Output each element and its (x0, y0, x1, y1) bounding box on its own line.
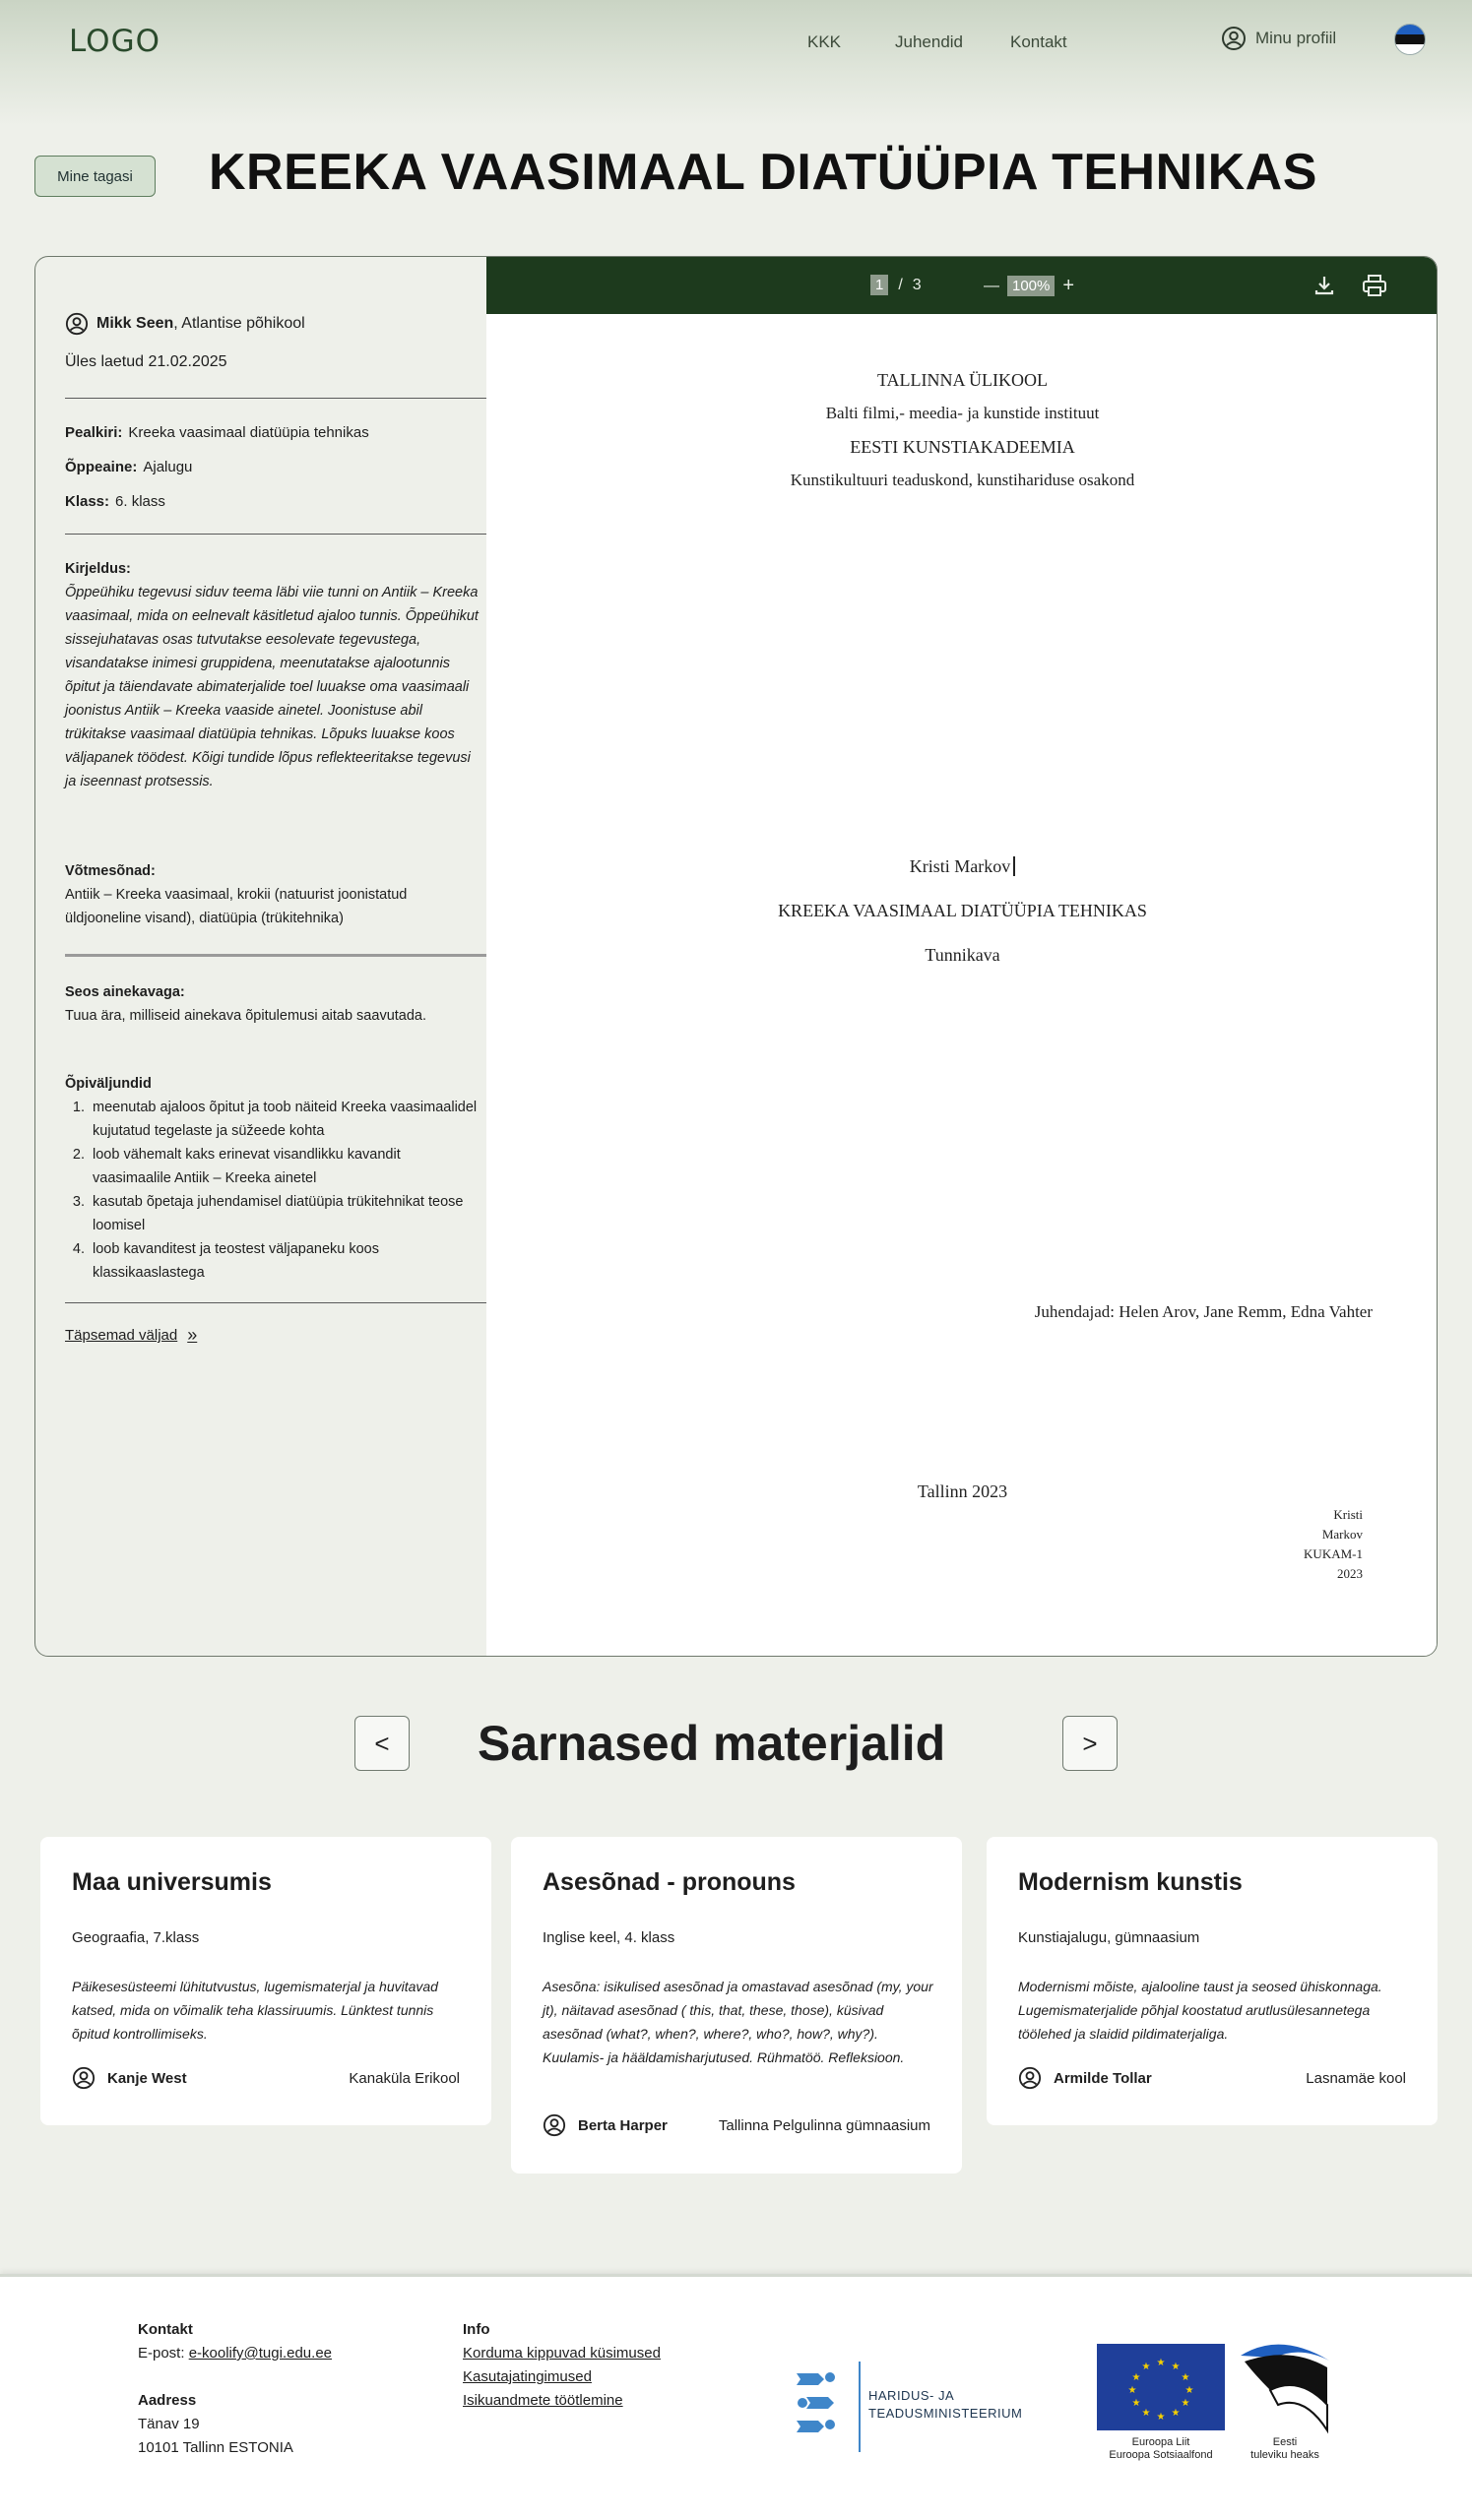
doc-subtitle: Tunnikava (925, 945, 1000, 965)
footer (0, 2274, 1472, 2520)
svg-text:★: ★ (1156, 2358, 1166, 2368)
svg-text:★: ★ (1184, 2385, 1194, 2396)
card-author: Berta Harper (543, 2113, 668, 2137)
user-icon (1018, 2066, 1042, 2090)
doc-author: Kristi Markov (486, 856, 1438, 877)
zoom-in-button[interactable]: + (1062, 275, 1075, 296)
profile-label: Minu profiil (1255, 29, 1337, 47)
material-card-item[interactable] (511, 1837, 962, 2174)
card-subject: Kunstiajalugu, gümnaasium (1018, 1929, 1200, 1946)
estonia-future-logo-icon (1231, 2336, 1339, 2434)
user-icon (65, 312, 89, 336)
page-indicator (870, 275, 922, 295)
curriculum-text: Tuua ära, milliseid ainekava õpitulemusi aitab saavutada. (65, 1008, 427, 1024)
card-school: Kanaküla Erikool (349, 2070, 460, 2087)
divider (65, 1302, 494, 1303)
viewer-toolbar (486, 257, 1438, 314)
author-name[interactable]: Mikk Seen (96, 315, 174, 332)
list-item: 2. loob vähemalt kaks erinevat visandlikku kavandit vaasimaalile Antiik – Kreeka ainetel (89, 1143, 479, 1190)
description-block (65, 557, 479, 793)
material-card-item[interactable] (987, 1837, 1438, 2125)
outcomes-block (65, 1072, 479, 1285)
list-item: 1. meenutab ajaloos õpitut ja toob näiteid Kreeka vaasimaalidel kujutatud tegelaste ja süžeede kohta (89, 1096, 479, 1143)
card-author: Kanje West (72, 2066, 187, 2090)
doc-corner-note: Kristi Markov KUKAM-1 2023 (1304, 1507, 1363, 1581)
list-item: 4. loob kavanditest ja teostest väljapaneku koos klassikaaslastega (89, 1237, 479, 1285)
nav-link-guides[interactable]: Juhendid (895, 32, 964, 51)
description-text: Õppeühiku tegevusi siduv teema läbi viie tunni on Antiik – Kreeka vaasimaal, mida on eelnevalt käsitletud ajaloo tunnis. Õppeühikut sissejuhatavas osas tutvutakse eesolevate tegevustega, visandatakse inimesi gruppidena, meenutatakse ajalootunnis õpitut ja täiendavate abimaterjalide toel luuakse oma vaasimaali joonistus Antiik – Kreeka vaaside ainetel. Joonistuse abil trükitakse vaasimaal diatüüpia tehnikas. Lõpuks luuakse koos väljapanek töödest. Kõigi tundide lõpus reflekteeritakse tegevusi ja iseennast protsessis. (65, 585, 479, 789)
svg-text:★: ★ (1156, 2412, 1166, 2423)
eu-flag-icon (1097, 2344, 1225, 2430)
user-icon (1221, 26, 1247, 51)
nav-link-faq[interactable]: KKK (807, 32, 842, 51)
field-title: Pealkiri: Kreeka vaasimaal diatüüpia tehnikas (65, 424, 369, 441)
card-subject: Geograafia, 7.klass (72, 1929, 200, 1946)
more-fields-label: Täpsemad väljad (65, 1327, 178, 1344)
svg-text:★: ★ (1181, 2372, 1190, 2383)
divider (65, 398, 494, 399)
doc-supervisors: Juhendajad: Helen Arov, Jane Remm, Edna Vahter (1034, 1302, 1373, 1321)
footer-link-faq[interactable]: Korduma kippuvad küsimused (463, 2345, 661, 2362)
ministry-name: HARIDUS- JA TEADUSMINISTEERIUM (868, 2388, 1023, 2421)
svg-text:★: ★ (1141, 2362, 1151, 2372)
outcomes-list (89, 1096, 479, 1285)
doc-line: Balti filmi,- meedia- ja kunstide instituut (825, 404, 1100, 422)
zoom-controls (984, 275, 1074, 297)
footer-contact: Kontakt E-post: e-koolify@tugi.edu.ee Aadress Tänav 19 10101 Tallinn ESTONIA (138, 2321, 332, 2456)
section-title: Sarnased materjalid (478, 1716, 946, 1771)
zoom-level[interactable]: 100% (1007, 276, 1055, 296)
card-title: Maa universumis (72, 1868, 272, 1896)
doc-line: EESTI KUNSTIAKADEEMIA (850, 437, 1075, 457)
top-header (0, 0, 1472, 126)
more-fields-link[interactable] (65, 1325, 197, 1346)
card-title: Modernism kunstis (1018, 1868, 1243, 1896)
print-icon[interactable] (1361, 273, 1388, 298)
card-school: Tallinna Pelgulinna gümnaasium (718, 2117, 930, 2134)
keywords-label: Võtmesõnad: (65, 863, 156, 879)
page-title: KREEKA VAASIMAAL DIATÜÜPIA TEHNIKAS (209, 144, 1317, 201)
author-school: , Atlantise põhikool (173, 315, 305, 332)
card-author: Armilde Tollar (1018, 2066, 1152, 2090)
description-label: Kirjeldus: (65, 561, 131, 577)
upload-date: Üles laetud 21.02.2025 (65, 353, 227, 370)
ministry-coat-of-arms-icon (793, 2367, 844, 2444)
logo[interactable]: LOGO (69, 24, 160, 59)
zoom-out-button[interactable]: — (984, 277, 999, 294)
user-icon (72, 2066, 96, 2090)
card-school: Lasnamäe kool (1306, 2070, 1406, 2087)
divider (65, 954, 494, 957)
page-separator: / (898, 276, 903, 293)
document-page (486, 314, 1438, 1657)
field-class: Klass: 6. klass (65, 493, 165, 510)
curriculum-label: Seos ainekavaga: (65, 984, 185, 1000)
double-chevron-right-icon: » (187, 1325, 198, 1345)
nav-link-contact[interactable]: Kontakt (1010, 32, 1067, 51)
back-button[interactable]: Mine tagasi (34, 156, 156, 197)
svg-text:★: ★ (1131, 2372, 1141, 2383)
next-button[interactable]: > (1062, 1716, 1118, 1771)
document-viewer[interactable] (486, 257, 1438, 1657)
curriculum-block (65, 980, 479, 1028)
field-subject: Õppeaine: Ajalugu (65, 459, 193, 475)
keywords-text: Antiik – Kreeka vaasimaal, krokii (natuurist joonistatud üldjooneline visand), diatüüpia (trükitehnika) (65, 887, 408, 926)
author-row (65, 312, 305, 336)
doc-line: Kunstikultuuri teaduskond, kunstihariduse osakond (790, 471, 1135, 489)
svg-text:★: ★ (1131, 2398, 1141, 2409)
doc-line: TALLINNA ÜLIKOOL (876, 370, 1049, 390)
keywords-block (65, 859, 479, 930)
card-description: Päikesesüsteemi lühitutvustus, lugemismaterjal ja huvitavad katsed, mida on võimalik teha klassiruumis. Lünktest tunnis õpitud kontrollimiseks. (72, 1979, 438, 2042)
estonia-logo-caption: Eesti tuleviku heaks (1250, 2436, 1319, 2461)
page-current-input[interactable]: 1 (870, 275, 888, 295)
email-link[interactable]: e-koolify@tugi.edu.ee (188, 2345, 332, 2362)
eu-caption: Euroopa Liit Euroopa Sotsiaalfond (1109, 2436, 1213, 2461)
svg-text:★: ★ (1127, 2385, 1137, 2396)
card-subject: Inglise keel, 4. klass (543, 1929, 675, 1946)
list-item: 3. kasutab õpetaja juhendamisel diatüüpia trükitehnikat teose loomisel (89, 1190, 479, 1237)
download-icon[interactable] (1312, 273, 1337, 298)
svg-text:★: ★ (1171, 2362, 1181, 2372)
material-card-item[interactable] (40, 1837, 491, 2125)
svg-text:★: ★ (1141, 2408, 1151, 2419)
svg-text:★: ★ (1181, 2398, 1190, 2409)
outcomes-label: Õpiväljundid (65, 1076, 152, 1092)
divider (65, 534, 494, 535)
prev-button[interactable]: < (354, 1716, 410, 1771)
card-title: Asesõnad - pronouns (543, 1868, 796, 1896)
footer-link-terms[interactable]: Kasutajatingimused (463, 2368, 592, 2385)
card-description: Modernismi mõiste, ajalooline taust ja seosed ühiskonnaga. Lugemismaterjalide põhjal koostatud arutlusülesannetega töölehed ja slaidid pildimaterjaliga. (1018, 1979, 1382, 2042)
user-icon (543, 2113, 566, 2137)
footer-link-privacy[interactable]: Isikuandmete töötlemine (463, 2392, 623, 2409)
divider (859, 2362, 861, 2452)
card-description: Asesõna: isikulised asesõnad ja omastavad asesõnad (my, your jt), näitavad asesõnad ( this, that, these, those), küsivad asesõnad (what?, when?, where?, who?, how?, why?). Kuulamis- ja hääldamisharjutused. Rühmatöö. Refleksioon. (543, 1979, 933, 2065)
doc-place: Tallinn 2023 (917, 1481, 1008, 1501)
page-total: 3 (912, 276, 922, 293)
profile-link[interactable] (1221, 26, 1336, 51)
doc-title: KREEKA VAASIMAAL DIATÜÜPIA TEHNIKAS (778, 901, 1147, 920)
svg-text:★: ★ (1171, 2408, 1181, 2419)
material-card (34, 256, 1438, 1657)
footer-info: Info Korduma kippuvad küsimused Kasutajatingimused Isikuandmete töötlemine (463, 2318, 661, 2413)
language-flag-icon[interactable] (1394, 24, 1426, 55)
